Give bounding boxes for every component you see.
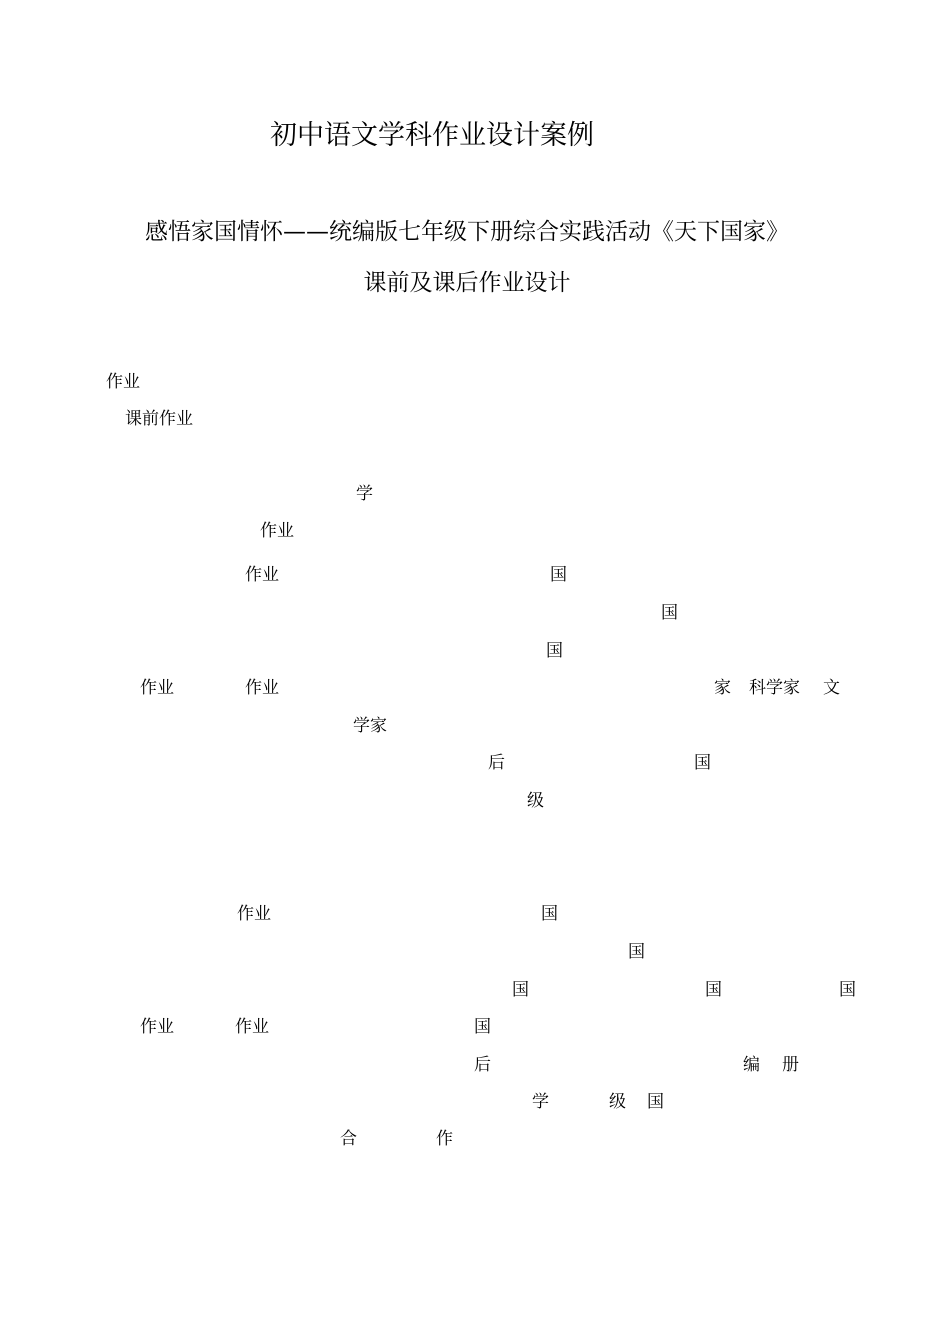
text-fragment: 作业 [260, 521, 294, 541]
text-fragment: 国 [647, 1092, 664, 1112]
text-fragment: 作业 [235, 1017, 269, 1037]
text-fragment: 后 [488, 753, 505, 773]
text-fragment: 国 [474, 1017, 491, 1037]
text-fragment: 科学家 [749, 678, 800, 698]
text-fragment: 作业 [245, 678, 279, 698]
document-subtitle-line-2: 课前及课后作业设计 [363, 270, 571, 296]
text-fragment: 国 [512, 980, 529, 1000]
document-subtitle-line-1: 感悟家国情怀——统编版七年级下册综合实践活动《天下国家》 [145, 219, 789, 245]
text-fragment: 国 [550, 565, 567, 585]
text-fragment: 作业 [140, 678, 174, 698]
text-fragment: 国 [705, 980, 722, 1000]
text-fragment: 作业 [245, 565, 279, 585]
text-fragment: 作业 [237, 904, 271, 924]
text-fragment: 编 [743, 1055, 760, 1075]
text-fragment: 后 [474, 1055, 491, 1075]
section-heading: 作业 [106, 372, 140, 392]
text-fragment: 家 [714, 678, 731, 698]
text-fragment: 国 [661, 603, 678, 623]
text-fragment: 学 [356, 484, 373, 504]
text-fragment: 作业 [140, 1017, 174, 1037]
text-fragment: 合 [340, 1129, 357, 1149]
text-fragment: 学家 [353, 716, 387, 736]
text-fragment: 册 [782, 1055, 799, 1075]
text-fragment: 学 [532, 1092, 549, 1112]
text-fragment: 级 [527, 791, 544, 811]
text-fragment: 国 [839, 980, 856, 1000]
subsection-heading: 课前作业 [125, 409, 193, 429]
text-fragment: 国 [546, 641, 563, 661]
text-fragment: 国 [694, 753, 711, 773]
text-fragment: 国 [541, 904, 558, 924]
text-fragment: 国 [628, 942, 645, 962]
document-title: 初中语文学科作业设计案例 [270, 120, 594, 151]
text-fragment: 级 [609, 1092, 626, 1112]
text-fragment: 作 [436, 1129, 453, 1149]
text-fragment: 文 [823, 678, 840, 698]
